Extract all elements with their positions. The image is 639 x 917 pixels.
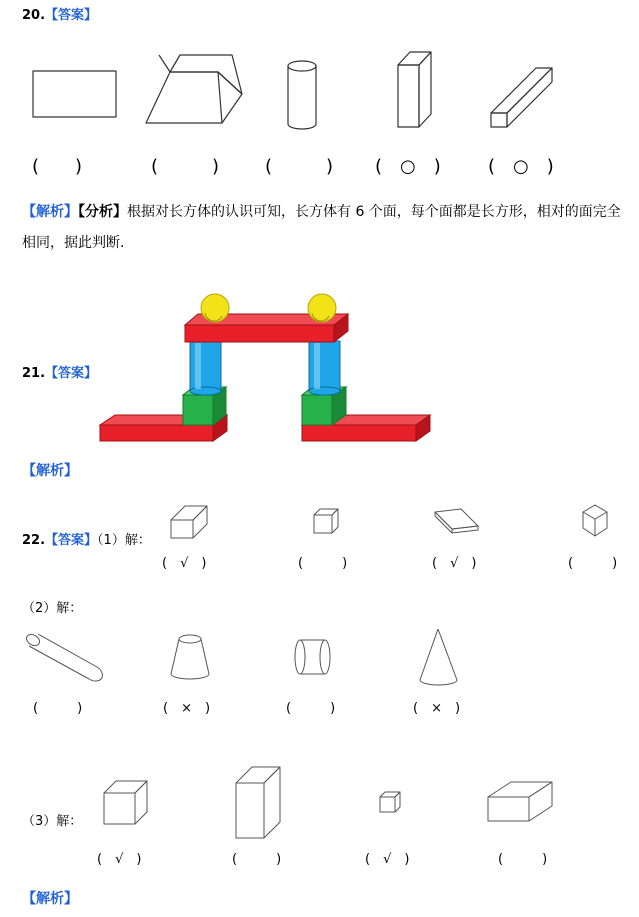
q22-p1-mark-3[interactable]: ( √ ) [432, 556, 477, 571]
q22-part1-label: （1）解： [97, 533, 151, 548]
q22-p1-mark-1[interactable]: ( √ ) [162, 556, 207, 571]
q20-answer-tag: 【答案】 [45, 8, 98, 23]
q20-answer-paren-3[interactable]: ( ) [265, 156, 334, 177]
q22-p2-mark-2[interactable]: ( × ) [163, 701, 211, 716]
q22-p2-mark-3[interactable]: ( ) [286, 701, 336, 716]
q22-p3-mark-4[interactable]: ( ) [498, 852, 548, 867]
q22-number: 22. [22, 533, 46, 548]
q20-analysis-tag: 【解析】 [22, 204, 78, 220]
q22-p1-mark-4[interactable]: ( ) [568, 556, 618, 571]
q22-p1-mark-2[interactable]: ( ) [298, 556, 348, 571]
q20-analysis-text1: 根据对长方体的认识可知，长方体有 6 个面，每个面都是长方形，相对的面完全 [127, 204, 621, 220]
q22-part3-label: （3）解： [22, 814, 83, 829]
q20-analysis-sub-tag: 【分析】 [78, 204, 127, 220]
q21-number: 21. [22, 366, 46, 381]
q22-part2-label: （2）解： [22, 601, 83, 616]
q20-answer-paren-1[interactable]: ( ) [32, 156, 83, 177]
q20-answer-paren-2[interactable]: ( ) [151, 156, 220, 177]
q22-p2-mark-1[interactable]: ( ) [33, 701, 83, 716]
q21-answer-tag: 【答案】 [45, 366, 98, 381]
q22-answer-tag: 【答案】 [45, 533, 98, 548]
q20-answer-paren-5[interactable]: ( ○ ) [488, 156, 554, 177]
q20-answer-paren-4[interactable]: ( ○ ) [375, 156, 441, 177]
q20-number: 20. [22, 8, 46, 23]
q22-p3-mark-3[interactable]: ( √ ) [365, 852, 410, 867]
q22-p2-mark-4[interactable]: ( × ) [413, 701, 461, 716]
q22-analysis-tag: 【解析】 [22, 891, 78, 907]
q22-p3-mark-2[interactable]: ( ) [232, 852, 282, 867]
q22-p3-mark-1[interactable]: ( √ ) [97, 852, 142, 867]
q21-analysis-tag: 【解析】 [22, 463, 78, 479]
q20-analysis-line2: 相同，据此判断. [22, 235, 125, 251]
